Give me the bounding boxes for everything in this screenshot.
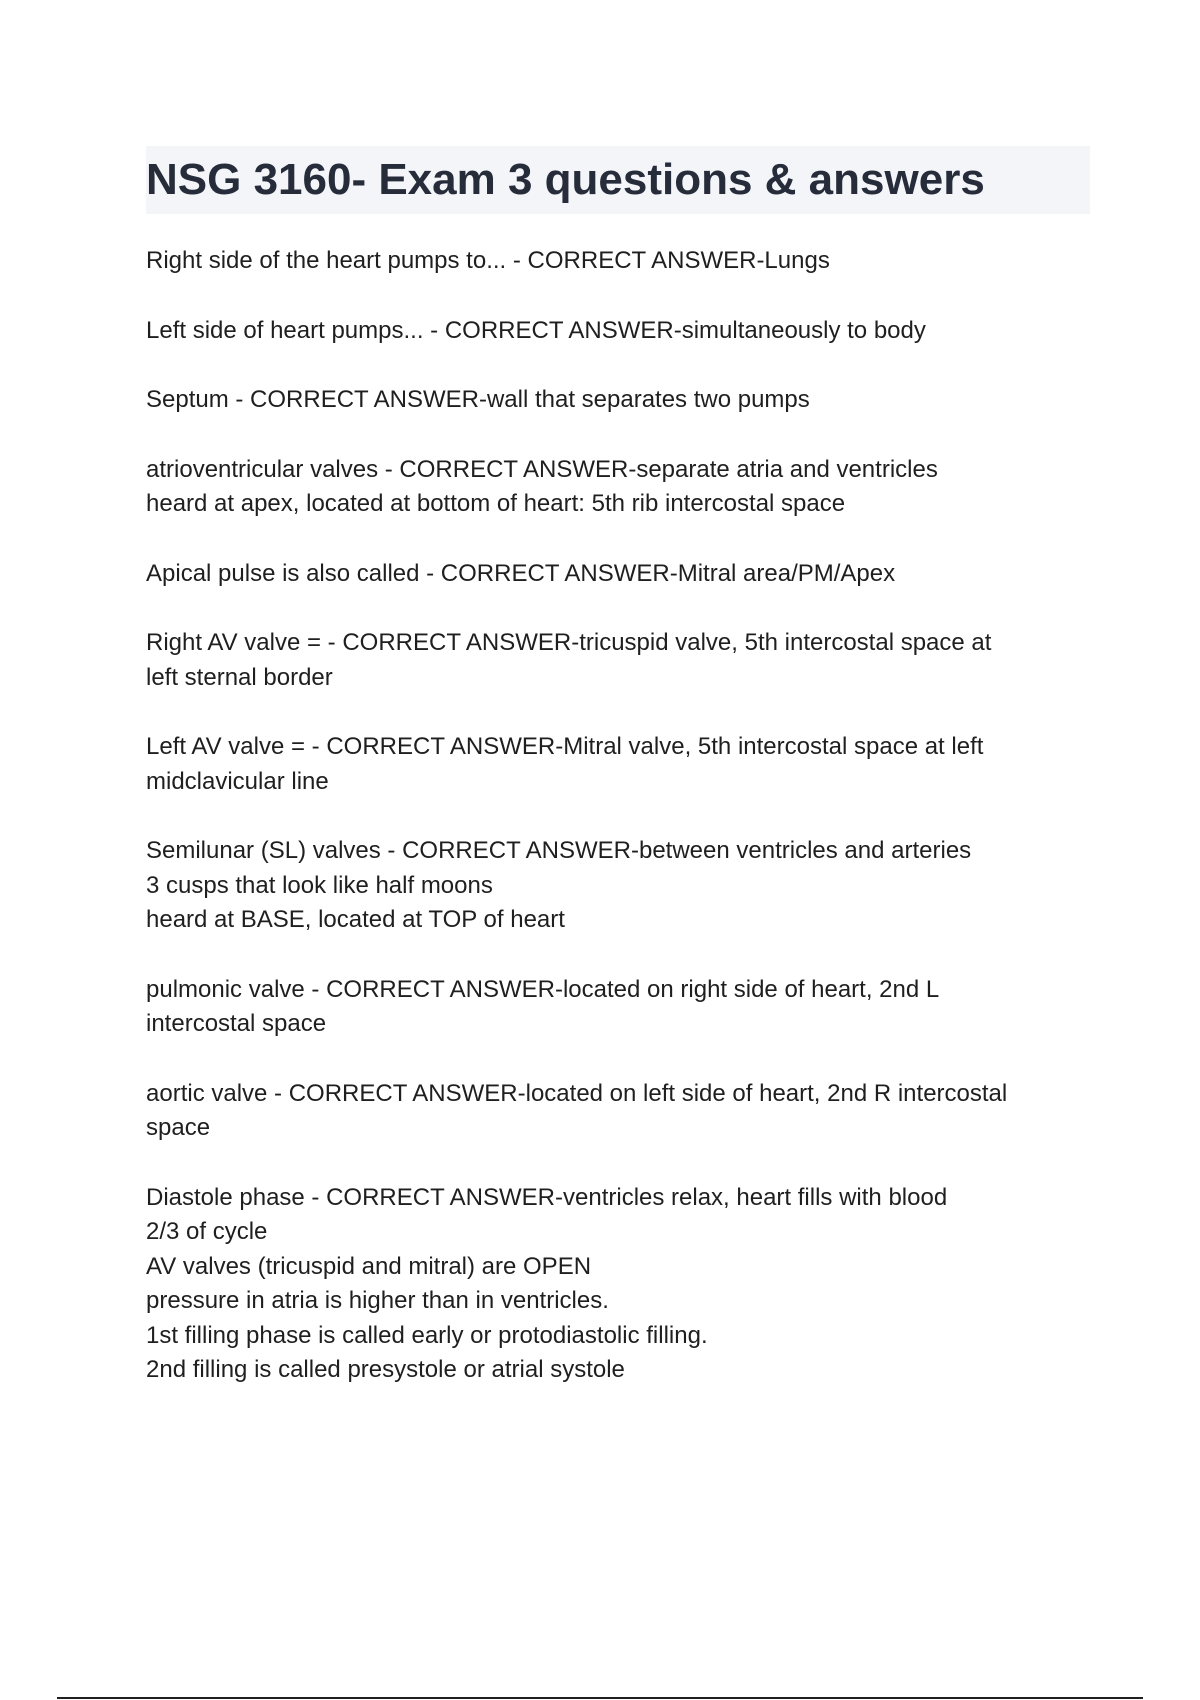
qa-entry [146,1181,1096,1388]
qa-line: pressure in atria is higher than in ventricles. [146,1287,609,1314]
qa-entry [146,626,1096,695]
qa-line: 1st filling phase is called early or protodiastolic filling. [146,1321,708,1349]
qa-line: Right side of the heart pumps to... - CORRECT ANSWER-Lungs [146,247,830,274]
qa-entries [146,244,1096,1423]
qa-line: Left AV valve = - CORRECT ANSWER-Mitral valve, 5th intercostal space at left [146,733,984,760]
qa-line: 3 cusps that look like half moons [146,871,493,899]
page-title: NSG 3160- Exam 3 questions & answers [146,155,985,204]
qa-line: intercostal space [146,1010,327,1037]
qa-line: Semilunar (SL) valves - CORRECT ANSWER-between ventricles and arteries [146,837,972,864]
qa-entry [146,244,1096,279]
qa-line: Apical pulse is also called - CORRECT ANSWER-Mitral area/PM/Apex [146,559,896,587]
qa-entry [146,557,1096,592]
qa-line: left sternal border [146,663,333,691]
qa-line: atrioventricular valves - CORRECT ANSWER-separate atria and ventricles [146,455,938,483]
qa-entry [146,1077,1096,1146]
qa-line: AV valves (tricuspid and mitral) are OPEN [146,1252,592,1280]
qa-line: 2nd filling is called presystole or atrial systole [146,1356,625,1383]
qa-line: pulmonic valve - CORRECT ANSWER-located on right side of heart, 2nd L [146,975,940,1003]
qa-entry [146,314,1096,349]
page-bottom-rule [57,1697,1143,1699]
qa-line: 2/3 of cycle [146,1218,268,1245]
qa-line: space [146,1114,211,1141]
qa-line: aortic valve - CORRECT ANSWER-located on left side of heart, 2nd R intercostal [146,1079,1008,1107]
qa-entry [146,834,1096,938]
qa-entry [146,383,1096,418]
qa-entry [146,973,1096,1042]
qa-line: midclavicular line [146,767,329,795]
qa-entry [146,730,1096,799]
qa-line: Left side of heart pumps... - CORRECT ANSWER-simultaneously to body [146,316,926,344]
qa-line: Septum - CORRECT ANSWER-wall that separates two pumps [146,386,810,413]
qa-entry [146,453,1096,522]
qa-line: Diastole phase - CORRECT ANSWER-ventricles relax, heart fills with blood [146,1183,948,1211]
qa-line: Right AV valve = - CORRECT ANSWER-tricuspid valve, 5th intercostal space at [146,629,992,656]
qa-line: heard at apex, located at bottom of heart: 5th rib intercostal space [146,490,846,517]
qa-line: heard at BASE, located at TOP of heart [146,906,565,933]
